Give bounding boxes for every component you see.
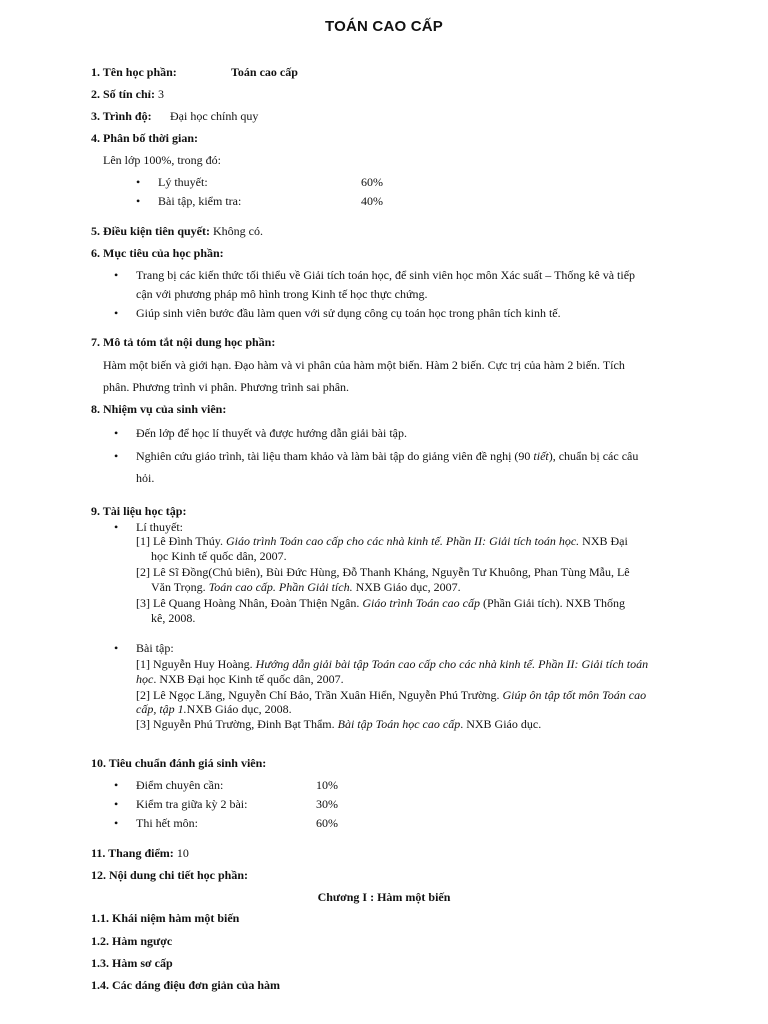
grading-item-pct: 60% [316, 816, 338, 830]
ref-title: học [136, 672, 154, 686]
subsection-1-2: 1.2. Hàm ngược [91, 934, 173, 948]
theory-ref-3-line2: kê, 2008. [151, 611, 196, 625]
section-5-value: Không có. [213, 224, 264, 238]
ref-author: [3] Lê Quang Hoàng Nhân, Đoàn Thiện Ngân. [136, 596, 363, 610]
section-7-label: 7. Mô tả tóm tắt nội dung học phần: [91, 335, 276, 349]
objective-text-line1: Trang bị các kiến thức tối thiểu về Giải tích toán học, để sinh viên học môn Xác suất – Thống kê và tiếp [136, 268, 636, 282]
section-4-intro: Lên lớp 100%, trong đó: [103, 153, 221, 167]
ref-publisher: (Phần Giải tích). NXB Thống [479, 596, 626, 610]
section-6-label: 6. Mục tiêu của học phần: [91, 246, 224, 260]
theory-ref-1-line2: học Kinh tế quốc dân, 2007. [151, 549, 287, 563]
theory-heading [136, 520, 183, 535]
time-item-name: Bài tập, kiểm tra: [158, 194, 242, 208]
section-2-label: 2. Số tín chỉ: [91, 87, 156, 101]
grading-item-name: Điểm chuyên cần: [136, 778, 224, 792]
ref-author: Văn Trọng. [151, 580, 209, 594]
grading-item [136, 797, 247, 812]
ref-title: Giáo trình Toán cao cấp cho các nhà kinh tế. Phần II: Giải tích toán học. [225, 534, 580, 548]
section-11-label: 11. Thang điểm: [91, 846, 174, 860]
exercise-heading [136, 641, 174, 656]
time-item-exercise [158, 194, 241, 209]
objective-item [136, 306, 561, 321]
ref-author: [3] Nguyễn Phú Trường, Đinh Bạt Thẩm. [136, 717, 338, 731]
section-5-label: 5. Điều kiện tiên quyết: [91, 224, 211, 238]
ref-title: Giúp ôn tập tốt môn Toán cao [502, 688, 647, 702]
section-3-value: Đại học chính quy [170, 109, 259, 123]
theory-ref-1 [136, 534, 628, 549]
exercise-ref-2 [136, 688, 646, 703]
section-1-value: Toán cao cấp [231, 65, 298, 79]
theory-ref-2-line2 [151, 580, 461, 595]
ref-title: Hướng dẫn giải bài tập Toán cao cấp cho các nhà kinh tế. Phần II: Giải tích toán [255, 657, 649, 671]
task-item [136, 426, 407, 441]
objective-text-line2: cận với phương pháp mô hình trong Kinh tế học thực chứng. [136, 287, 428, 301]
ref-title: Bài tập Toán học cao cấp [337, 717, 461, 731]
task-text: Đến lớp để học lí thuyết và được hướng dẫn giải bài tập. [136, 426, 407, 440]
section-4-label: 4. Phân bố thời gian: [91, 131, 199, 145]
task-text-italic: tiết [533, 449, 549, 463]
ref-publisher: NXB Giáo dục, 2008. [186, 702, 292, 716]
grading-item [136, 816, 198, 831]
ref-author: [1] Lê Đình Thúy. [136, 534, 226, 548]
section-3-label: 3. Trình độ: [91, 109, 152, 123]
exercise-ref-2-line2 [136, 702, 292, 717]
section-11 [91, 846, 189, 861]
grading-item-pct: 30% [316, 797, 338, 811]
task-text-line2: hỏi. [136, 471, 155, 485]
exercise-ref-3 [136, 717, 541, 732]
time-item-pct: 60% [361, 175, 383, 189]
summary-line1: Hàm một biến và giới hạn. Đạo hàm và vi phân của hàm một biến. Hàm 2 biến. Cực trị của hàm 2 biến. Tích [103, 358, 625, 372]
objective-text: Giúp sinh viên bước đầu làm quen với sử dụng công cụ toán học trong phân tích kinh tế. [136, 306, 561, 320]
theory-ref-3 [136, 596, 625, 611]
section-11-value: 10 [176, 846, 189, 860]
ref-publisher: . NXB Đại học Kinh tế quốc dân, 2007. [153, 672, 344, 686]
section-2 [91, 87, 164, 102]
section-9-label: 9. Tài liệu học tập: [91, 504, 187, 518]
grading-item-name: Thi hết môn: [136, 816, 198, 830]
grading-item [136, 778, 223, 793]
time-item-name: Lý thuyết: [158, 175, 208, 189]
subsection-1-4: 1.4. Các dáng điệu đơn giản của hàm [91, 978, 281, 992]
grading-item-name: Kiểm tra giữa kỳ 2 bài: [136, 797, 248, 811]
task-text-end: ), chuẩn bị các câu [548, 449, 639, 463]
ref-author: [1] Nguyễn Huy Hoàng. [136, 657, 256, 671]
ref-author: [2] Lê Ngọc Lăng, Nguyễn Chí Bảo, Trần Xuân Hiển, Nguyễn Phú Trường. [136, 688, 503, 702]
grading-item-pct: 10% [316, 778, 338, 792]
chapter-heading: Chương I : Hàm một biến [317, 890, 451, 904]
task-text: Nghiên cứu giáo trình, tài liệu tham khảo và làm bài tập do giảng viên đề nghị (90 [136, 449, 534, 463]
section-8-label: 8. Nhiệm vụ của sinh viên: [91, 402, 227, 416]
time-item-theory [158, 175, 208, 190]
theory-heading-text: Lí thuyết: [136, 520, 183, 534]
theory-ref-2: [2] Lê Sĩ Đồng(Chủ biên), Bùi Đức Hùng, Đỗ Thanh Kháng, Nguyễn Tư Khuông, Phan Tùng Mẫu, Lê [136, 565, 630, 579]
ref-title: Toán cao cấp. Phần Giải tích. [208, 580, 353, 594]
ref-publisher: . NXB Giáo dục. [460, 717, 542, 731]
ref-publisher: NXB Đại [579, 534, 628, 548]
summary-line2: phân. Phương trình vi phân. Phương trình sai phân. [103, 380, 350, 394]
exercise-heading-text: Bài tập: [136, 641, 174, 655]
section-1-label: 1. Tên học phần: [91, 65, 177, 79]
page-title: TOÁN CAO CẤP [325, 18, 443, 35]
objective-item [136, 268, 635, 283]
section-10-label: 10. Tiêu chuẩn đánh giá sinh viên: [91, 756, 267, 770]
task-item [136, 449, 638, 464]
ref-publisher: NXB Giáo dục, 2007. [352, 580, 461, 594]
subsection-1-3: 1.3. Hàm sơ cấp [91, 956, 173, 970]
subsection-1-1: 1.1. Khái niệm hàm một biến [91, 911, 240, 925]
ref-title: Giáo trình Toán cao cấp [362, 596, 480, 610]
ref-title: cấp, tập 1. [136, 702, 187, 716]
exercise-ref-1 [136, 657, 648, 672]
exercise-ref-1-line2 [136, 672, 344, 687]
time-item-pct: 40% [361, 194, 383, 208]
section-5 [91, 224, 263, 239]
section-2-value: 3 [158, 87, 165, 101]
section-12-label: 12. Nội dung chi tiết học phần: [91, 868, 249, 882]
